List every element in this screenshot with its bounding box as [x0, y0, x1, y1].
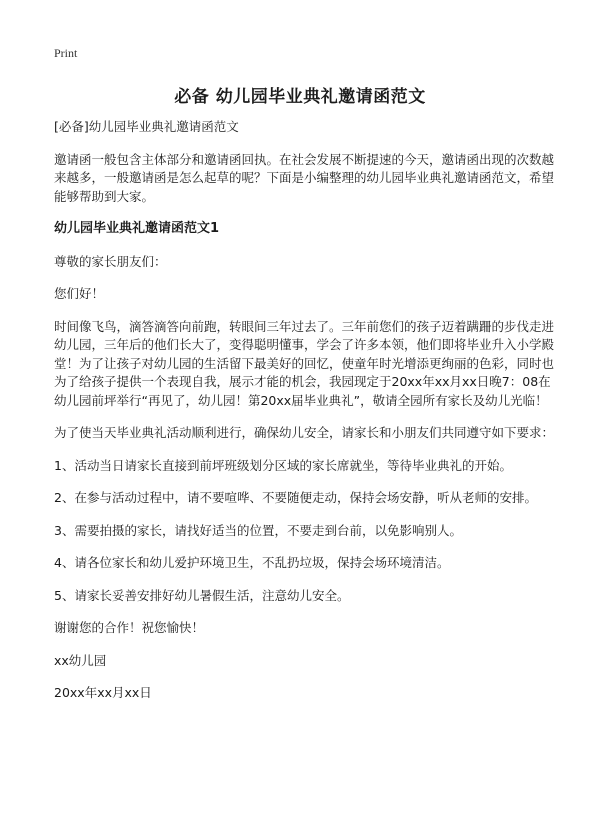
rule-item: 1、活动当日请家长直接到前坪班级划分区域的家长席就坐，等待毕业典礼的开始。	[54, 457, 512, 473]
intro-paragraph: 邀请函一般包含主体部分和邀请函回执。在社会发展不断提速的今天，邀请函出现的次数越来越多，一般邀请函是怎么起草的呢？下面是小编整理的幼儿园毕业典礼邀请函范文，希望能够帮助到大家。	[54, 151, 555, 204]
rule-item: 2、在参与活动过程中，请不要喧哗、不要随便走动，保持会场安静，听从老师的安排。	[54, 490, 537, 505]
salutation: 尊敬的家长朋友们：	[54, 253, 167, 269]
page-title: 必备 幼儿园毕业典礼邀请函范文	[174, 87, 426, 107]
print-label: Print	[54, 46, 78, 60]
source-line: [必备]幼儿园毕业典礼邀请函范文	[54, 119, 239, 134]
date-line: 20xx年xx月xx日	[54, 685, 152, 700]
greeting: 您们好！	[54, 286, 105, 301]
closing-line: 谢谢您的合作！祝您愉快！	[54, 620, 205, 635]
signature: xx幼儿园	[54, 652, 107, 668]
section-title: 幼儿园毕业典礼邀请函范文1	[54, 221, 220, 236]
rule-item: 4、请各位家长和幼儿爱护环境卫生，不乱扔垃圾，保持会场环境清洁。	[54, 555, 450, 570]
body-paragraph: 时间像飞鸟，滴答滴答向前跑，转眼间三年过去了。三年前您们的孩子迈着蹒跚的步伐走进幼儿园，三年后的他们长大了，变得聪明懂事，学会了许多本领，他们即将毕业升入小学殿堂！为了让孩子对幼儿园的生活留下最美好的回忆，使童年时光增添更绚丽的色彩，同时也为了给孩子提供一个表现自我，展示才能的机会，我园现定于20xx年xx月xx日晚7：08在幼儿园前坪举行“再见了，幼儿园！第20xx届毕业典礼”，敬请全园所有家长及幼儿光临！	[54, 318, 555, 408]
rule-item: 3、需要拍摄的家长，请找好适当的位置，不要走到台前，以免影响别人。	[54, 522, 462, 538]
document-body	[54, 118, 554, 717]
requirements-intro: 为了使当天毕业典礼活动顺利进行，确保幼儿安全，请家长和小朋友们共同遵守如下要求：	[54, 425, 555, 440]
rule-item: 5、请家长妥善安排好幼儿暑假生活，注意幼儿安全。	[54, 587, 350, 603]
